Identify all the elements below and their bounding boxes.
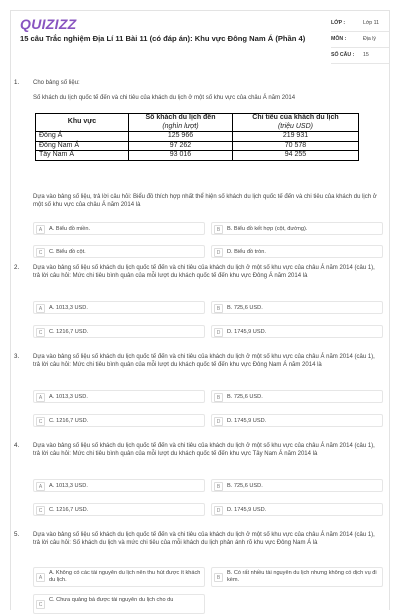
table-cell: Đông Nam Á xyxy=(36,141,129,151)
meta-label: SỐ CÂU : xyxy=(331,52,355,58)
question-text: Dựa vào bảng số liệu số khách du lịch quốc tế đến và chi tiêu của khách du lịch ở một số khu vực của châu Á năm 2014 (câu 1), trả lời câu hỏi: Số khách du lịch và mức chi tiêu của mỗi khách du lịch phản ánh rõ khu vực Đông Nam Á là xyxy=(33,532,375,547)
meta-value: Lớp 11 xyxy=(363,20,379,26)
option-text: C. Biểu đồ cột. xyxy=(49,249,86,255)
option-letter: D xyxy=(214,248,223,257)
question-number: 5. xyxy=(14,531,20,538)
data-table xyxy=(35,113,359,161)
question-text: Dựa vào bảng số liệu, trả lời câu hỏi: Biểu đồ thích hợp nhất thể hiện số khách du lịch quốc tế đến và chi tiêu của khách du lịch ở một số khu vực của châu Á năm 2014 là xyxy=(33,194,377,209)
option-text: D. 1745,9 USD. xyxy=(227,329,267,335)
worksheet-header xyxy=(11,11,389,63)
answer-option-b[interactable] xyxy=(211,479,383,492)
table-cell: 219 931 xyxy=(232,132,358,142)
option-letter: B xyxy=(214,393,223,402)
meta-info xyxy=(331,16,389,64)
option-letter: A xyxy=(36,482,45,491)
option-letter: D xyxy=(214,506,223,515)
option-text: B. 725,6 USD. xyxy=(227,394,263,400)
table-header-cell: Khu vực xyxy=(36,114,129,132)
answer-option-a[interactable] xyxy=(33,222,205,235)
table-cell: 94 255 xyxy=(232,151,358,161)
worksheet-page xyxy=(10,10,390,610)
table-row xyxy=(36,141,359,151)
meta-label: LỚP : xyxy=(331,20,346,26)
answer-option-c[interactable] xyxy=(33,594,205,614)
option-text: C. Chưa quảng bá được tài nguyên du lịch cho du xyxy=(49,597,174,603)
page-title: 15 câu Trắc nghiệm Địa Lí 11 Bài 11 (có đáp án): Khu vực Đông Nam Á (Phần 4) xyxy=(20,34,306,43)
option-text: A. 1013,3 USD. xyxy=(49,483,88,489)
option-text: A. Không có các tài nguyên du lịch nên thu hút được ít khách du lịch. xyxy=(49,570,201,583)
answer-option-c[interactable] xyxy=(33,414,205,427)
question-number: 1. xyxy=(14,79,20,86)
option-letter: C xyxy=(36,417,45,426)
answer-option-b[interactable] xyxy=(211,567,383,587)
table-cell: 97 262 xyxy=(129,141,233,151)
answer-option-b[interactable] xyxy=(211,390,383,403)
table-cell: 93 016 xyxy=(129,151,233,161)
question-4 xyxy=(11,442,391,522)
answer-option-c[interactable] xyxy=(33,245,205,258)
option-text: B. 725,6 USD. xyxy=(227,483,263,489)
answer-option-d[interactable] xyxy=(211,503,383,516)
question-number: 3. xyxy=(14,353,20,360)
answer-option-a[interactable] xyxy=(33,567,205,587)
answer-option-d[interactable] xyxy=(211,414,383,427)
option-text: D. Biểu đồ tròn. xyxy=(227,249,266,255)
option-letter: C xyxy=(36,600,45,609)
question-2 xyxy=(11,264,391,344)
option-letter: C xyxy=(36,328,45,337)
question-number: 2. xyxy=(14,264,20,271)
answer-option-b[interactable] xyxy=(211,222,383,235)
table-row xyxy=(36,151,359,161)
table-header-cell: Chi tiêu của khách du lịch (triệu USD) xyxy=(232,114,358,132)
option-letter: A xyxy=(36,393,45,402)
option-text: A. 1013,3 USD. xyxy=(49,305,88,311)
meta-value: Địa lý xyxy=(363,36,376,42)
table-header-row xyxy=(36,114,359,132)
meta-label: MÔN : xyxy=(331,36,347,42)
answer-option-a[interactable] xyxy=(33,479,205,492)
answer-option-a[interactable] xyxy=(33,390,205,403)
question-number: 4. xyxy=(14,442,20,449)
option-text: C. 1216,7 USD. xyxy=(49,329,89,335)
question-text: Dựa vào bảng số liệu số khách du lịch quốc tế đến và chi tiêu của khách du lịch ở một số khu vực của châu Á năm 2014 (câu 1), trả lời câu hỏi: Mức chi tiêu bình quân của mỗi lượt du khách quốc tế đến khu vực Đông Nam Á năm 2014 là xyxy=(33,354,375,369)
question-5 xyxy=(11,531,391,608)
table-header-cell: Số khách du lịch đến (nghìn lượt) xyxy=(129,114,233,132)
option-letter: A xyxy=(36,225,45,234)
table-caption: Số khách du lịch quốc tế đến và chi tiêu của khách du lịch ở một số khu vực của châu Á năm 2014 xyxy=(33,95,296,101)
table-cell: Tây Nam Á xyxy=(36,151,129,161)
option-letter: B xyxy=(214,304,223,313)
quizizz-logo[interactable]: QUIZIZZ xyxy=(20,16,77,32)
option-letter: B xyxy=(214,573,223,582)
question-text: Dựa vào bảng số liệu số khách du lịch quốc tế đến và chi tiêu của khách du lịch ở một số khu vực của châu Á năm 2014 (câu 1), trả lời câu hỏi: Mức chi tiêu bình quân của mỗi lượt du khách quốc tế đến khu vực Đông Á năm 2014 là xyxy=(33,265,375,280)
answer-option-d[interactable] xyxy=(211,245,383,258)
option-text: B. Có rất nhiều tài nguyên du lịch nhưng không có dịch vụ đi kèm. xyxy=(227,570,377,583)
option-text: B. 725,6 USD. xyxy=(227,305,263,311)
option-letter: A xyxy=(36,304,45,313)
table-cell: 70 578 xyxy=(232,141,358,151)
answer-option-c[interactable] xyxy=(33,325,205,338)
option-text: D. 1745,9 USD. xyxy=(227,507,267,513)
answer-option-c[interactable] xyxy=(33,503,205,516)
answer-option-a[interactable] xyxy=(33,301,205,314)
answer-option-b[interactable] xyxy=(211,301,383,314)
table-cell: Đông Á xyxy=(36,132,129,142)
question-intro: Cho bảng số liệu: xyxy=(33,80,80,86)
option-letter: C xyxy=(36,506,45,515)
answer-option-d[interactable] xyxy=(211,325,383,338)
question-1 xyxy=(11,79,391,256)
option-text: C. 1216,7 USD. xyxy=(49,507,89,513)
table-cell: 125 966 xyxy=(129,132,233,142)
option-text: A. Biểu đồ miền. xyxy=(49,226,91,232)
question-3 xyxy=(11,353,391,433)
option-text: A. 1013,3 USD. xyxy=(49,394,88,400)
meta-row-class xyxy=(331,16,389,32)
option-letter: B xyxy=(214,225,223,234)
question-text: Dựa vào bảng số liệu số khách du lịch quốc tế đến và chi tiêu của khách du lịch ở một số khu vực của châu Á năm 2014 (câu 1), trả lời câu hỏi: Mức chi tiêu bình quân của mỗi lượt du khách quốc tế đến khu vực Tây Nam Á năm 2014 là xyxy=(33,443,375,458)
option-letter: C xyxy=(36,248,45,257)
option-text: B. Biểu đồ kết hợp (cột, đường). xyxy=(227,226,308,232)
meta-row-count xyxy=(331,48,389,64)
option-letter: D xyxy=(214,417,223,426)
option-letter: A xyxy=(36,573,45,582)
option-text: C. 1216,7 USD. xyxy=(49,418,89,424)
option-text: D. 1745,9 USD. xyxy=(227,418,267,424)
option-letter: B xyxy=(214,482,223,491)
meta-value: 15 xyxy=(363,52,369,58)
option-letter: D xyxy=(214,328,223,337)
meta-row-subject xyxy=(331,32,389,48)
table-row xyxy=(36,132,359,142)
